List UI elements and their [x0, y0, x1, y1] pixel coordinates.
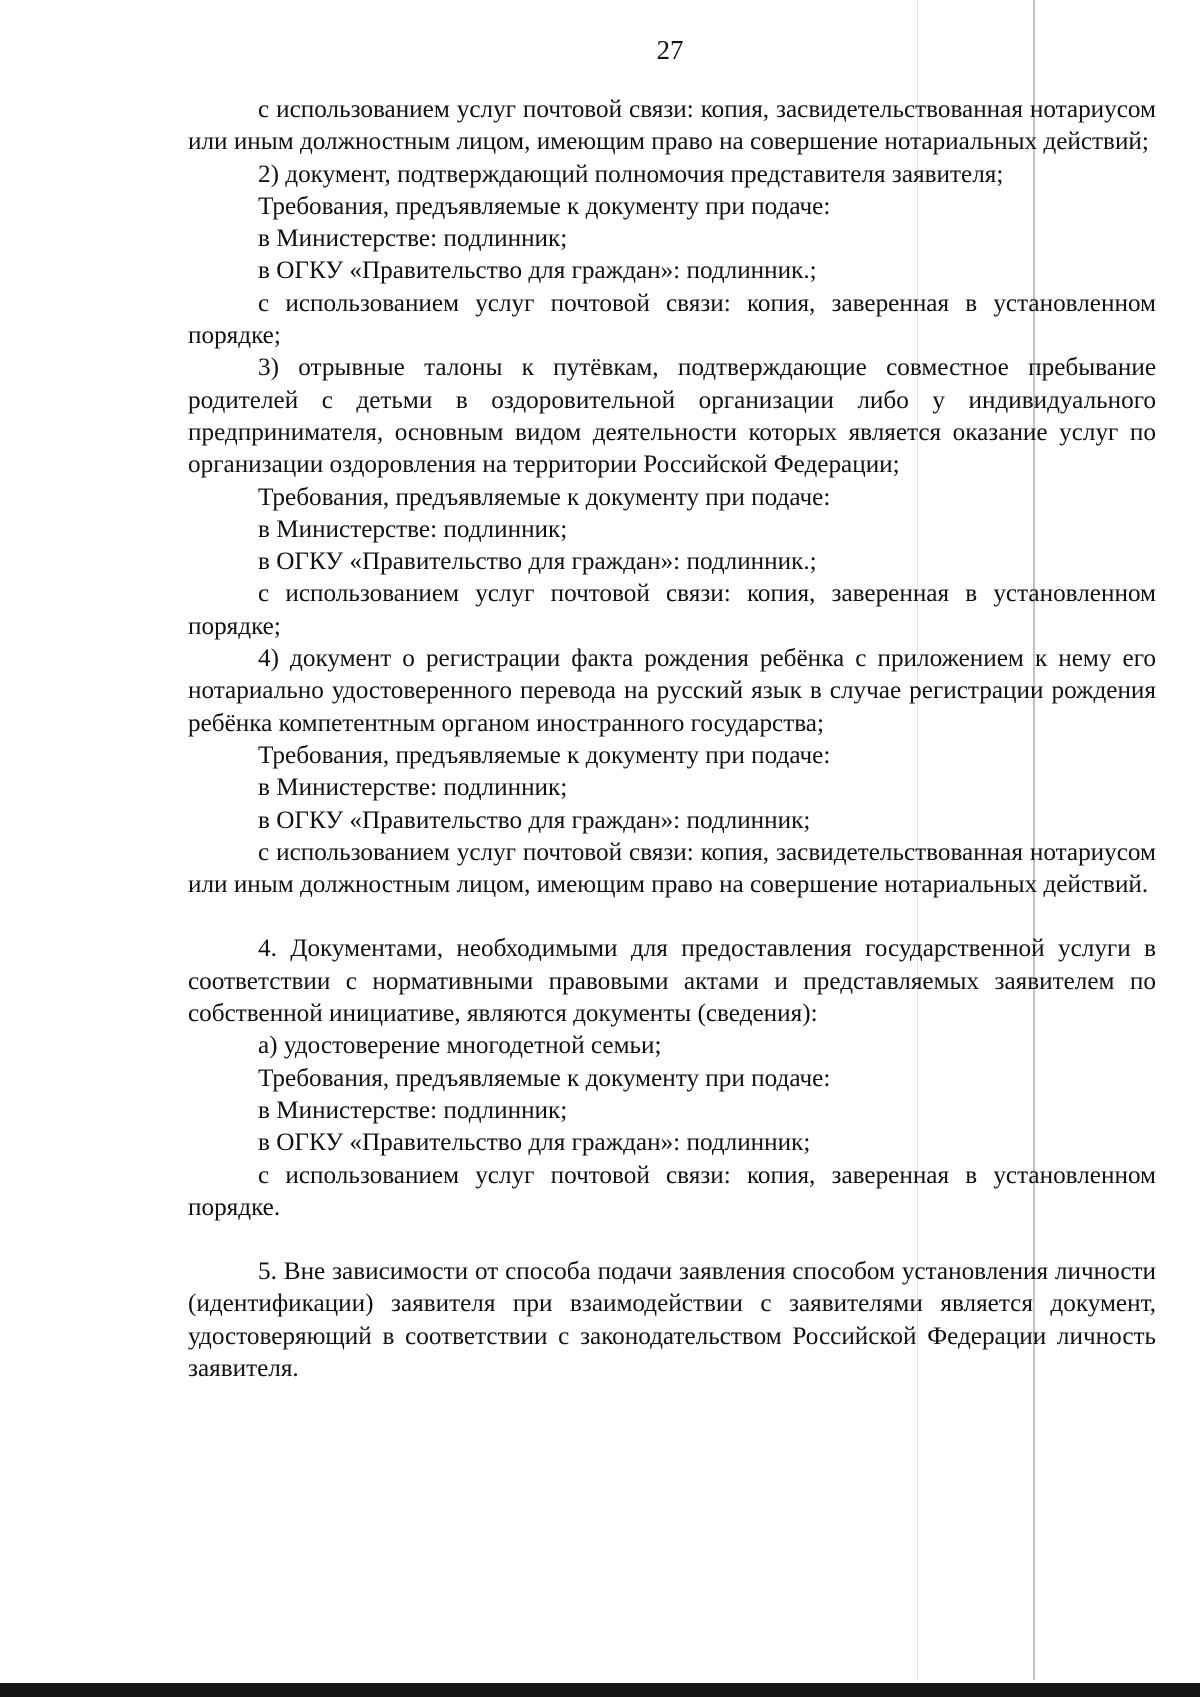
paragraph: 2) документ, подтверждающий полномочия представителя заявителя; [258, 160, 1004, 188]
paragraph: в ОГКУ «Правительство для граждан»: подлинник; [258, 806, 811, 834]
paragraph: с использованием услуг почтовой связи: копия, заверенная в установленном порядке; [188, 580, 1156, 640]
paragraph: в ОГКУ «Правительство для граждан»: подлинник; [258, 1129, 811, 1157]
paragraph: с использованием услуг почтовой связи: копия, заверенная в установленном порядке; [188, 289, 1156, 350]
paragraph: 5. Вне зависимости от способа подачи заявления способом установления личности (идентификации) заявителя при взаимодействии с заявителями является документ, удостоверяющий в соответствии с законодательством Российской Федерации личность заявителя. [188, 1258, 1156, 1382]
paragraph-gap [188, 1224, 1156, 1256]
scan-bottom-edge [0, 1683, 1200, 1697]
paragraph: 4) документ о регистрации факта рождения ребёнка с приложением к нему его нотариально удостоверенного перевода на русский язык в случае регистрации рождения ребёнка компетентным органом иностранного государства; [188, 645, 1156, 737]
paragraph: в ОГКУ «Правительство для граждан»: подлинник.; [258, 257, 817, 285]
document-body [188, 94, 1156, 1385]
paragraph: с использованием услуг почтовой связи: копия, засвидетельствованная нотариусом или иным должностным лицом, имеющим право на совершение нотариальных действий. [188, 838, 1156, 899]
paragraph: в Министерстве: подлинник; [258, 774, 568, 802]
paragraph: с использованием услуг почтовой связи: копия, засвидетельствованная нотариусом или иным должностным лицом, имеющим право на совершение нотариальных действий; [188, 96, 1156, 156]
paragraph: а) удостоверение многодетной семьи; [258, 1032, 662, 1060]
paragraph-gap [188, 901, 1156, 933]
paragraph: в Министерстве: подлинник; [258, 1096, 568, 1124]
paragraph: в Министерстве: подлинник; [258, 515, 568, 543]
paragraph: с использованием услуг почтовой связи: копия, заверенная в установленном порядке. [188, 1161, 1156, 1221]
paragraph: Требования, предъявляемые к документу при подаче: [258, 741, 831, 769]
paragraph: Требования, предъявляемые к документу при подаче: [258, 192, 831, 220]
paragraph: 4. Документами, необходимыми для предоставления государственной услуги в соответствии с нормативными правовыми актами и представляемых заявителем по собственной инициативе, являются документы (сведения): [188, 935, 1156, 1028]
paragraph: Требования, предъявляемые к документу при подаче: [258, 483, 831, 511]
paragraph: в ОГКУ «Правительство для граждан»: подлинник.; [258, 548, 817, 576]
paragraph: в Министерстве: подлинник; [258, 225, 568, 253]
paragraph: 3) отрывные талоны к путёвкам, подтверждающие совместное пребывание родителей с детьми в оздоровительной организации либо у индивидуального предпринимателя, основным видом деятельности которых является оказание услуг по организации оздоровления на территории Российской Федерации; [188, 354, 1156, 479]
page-number: 27 [656, 35, 684, 65]
paragraph: Требования, предъявляемые к документу при подаче: [258, 1064, 831, 1092]
